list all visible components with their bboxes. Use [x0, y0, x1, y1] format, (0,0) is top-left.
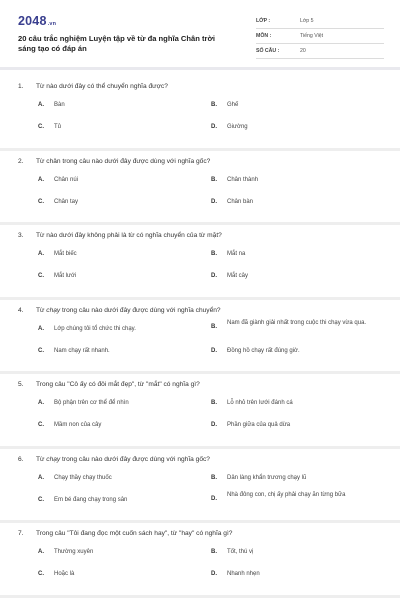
site-logo[interactable] [18, 14, 56, 28]
option-d[interactable] [211, 421, 387, 430]
option-c[interactable] [38, 496, 214, 505]
option-text: Mắt cây [227, 273, 249, 279]
option-letter: D. [211, 422, 217, 428]
option-text: Mắt lưới [54, 273, 77, 279]
option-text: Tủ [54, 124, 62, 130]
option-b[interactable] [211, 176, 387, 185]
option-letter: A. [38, 251, 44, 257]
option-a[interactable] [38, 474, 214, 483]
option-text: Ghế [227, 102, 239, 108]
option-letter: C. [38, 422, 44, 428]
question-text-part: Từ chân trong câu nào dưới đây được dùng với nghĩa gốc? [36, 157, 211, 165]
question-1 [18, 76, 384, 151]
option-letter: B. [211, 323, 217, 330]
option-text: Chân tay [54, 198, 79, 205]
option-letter: A. [38, 325, 44, 332]
option-d[interactable] [211, 198, 387, 207]
option-letter: C. [38, 124, 44, 130]
meta-row-subject [256, 31, 384, 44]
option-d[interactable] [211, 347, 387, 356]
question-5 [18, 374, 384, 449]
question-text-part: trong câu nào dưới đây được dùng với nghĩa chuyển? [60, 306, 221, 314]
question-number: 4. [18, 306, 24, 314]
question-text-part: Trong câu "Tôi đang đọc một cuốn sách hay", từ "hay" có nghĩa gì? [36, 530, 233, 537]
option-text: Nhà đông con, chị ấy phải chạy ăn từng bữa [227, 491, 346, 498]
option-c[interactable] [38, 272, 214, 281]
option-letter: D. [211, 124, 217, 130]
meta-key: LỚP : [256, 18, 271, 24]
option-text: Chạy thầy chạy thuốc [54, 474, 112, 481]
question-text-emphasis: chạy [46, 455, 61, 463]
meta-key: MÔN : [256, 33, 272, 39]
meta-value: Lớp 5 [300, 18, 314, 24]
option-letter: B. [211, 400, 217, 406]
option-d[interactable] [211, 491, 387, 500]
meta-info [256, 16, 384, 61]
option-text: Tốt, thú vị [227, 549, 254, 555]
option-text: Lỗ nhỏ trên lưới đánh cá [227, 400, 293, 406]
question-number: 1. [18, 83, 24, 90]
question-3 [18, 225, 384, 300]
option-a[interactable] [38, 325, 214, 334]
question-text-part: trong câu nào dưới đây được dùng với nghĩa gốc? [60, 455, 210, 463]
question-4 [18, 300, 384, 375]
option-text: Giường [227, 124, 248, 130]
option-letter: B. [211, 102, 217, 108]
question-text-emphasis: chạy [46, 306, 61, 314]
question-text-part: Từ nào dưới đây không phải là từ có nghĩa chuyển của từ mặt? [36, 232, 222, 239]
option-letter: A. [38, 176, 44, 183]
option-text: Chân thành [227, 176, 259, 183]
option-letter: D. [211, 347, 217, 354]
logo-main: 2048 [18, 14, 47, 28]
option-c[interactable] [38, 570, 214, 579]
option-text: Nhanh nhẹn [227, 571, 260, 577]
option-c[interactable] [38, 123, 214, 132]
question-number: 2. [18, 157, 24, 165]
option-text: Lớp chúng tôi tổ chức thi chạy. [54, 325, 136, 332]
option-letter: C. [38, 571, 44, 577]
question-number: 5. [18, 381, 24, 388]
option-text: Thường xuyên [54, 549, 94, 555]
option-text: Mầm non của cây [54, 422, 102, 428]
option-text: Hoặc là [54, 571, 75, 577]
option-text: Dân làng khẩn trương chạy lũ [227, 474, 307, 481]
question-text-part: Từ nào dưới đây có thể chuyển nghĩa được? [36, 83, 168, 90]
question-text [18, 381, 384, 388]
option-letter: B. [211, 549, 217, 555]
option-letter: A. [38, 102, 44, 108]
question-7 [18, 523, 384, 598]
option-text: Mắt na [227, 251, 246, 257]
option-d[interactable] [211, 272, 387, 281]
option-text: Phần giữa của quả dừa [227, 422, 291, 428]
option-d[interactable] [211, 123, 387, 132]
option-b[interactable] [211, 548, 387, 557]
page-title: 20 câu trắc nghiệm Luyện tập về từ đa nghĩa Chân trời sáng tạo có đáp án [18, 34, 215, 54]
option-b[interactable] [211, 399, 387, 408]
option-text: Đồng hồ chạy rất đúng giờ. [227, 347, 300, 354]
option-letter: D. [211, 495, 217, 502]
question-2 [18, 151, 384, 226]
question-number: 7. [18, 530, 24, 537]
option-text: Nam đã giành giải nhất trong cuộc thi chạy vừa qua. [227, 319, 367, 326]
option-c[interactable] [38, 198, 214, 207]
option-text: Em bé đang chạy trong sân [54, 496, 128, 503]
meta-key: SỐ CÂU : [256, 48, 280, 54]
option-letter: D. [211, 198, 217, 205]
option-text: Nam chạy rất nhanh. [54, 347, 110, 354]
option-c[interactable] [38, 421, 214, 430]
option-c[interactable] [38, 347, 214, 356]
logo-sub: .vn [47, 21, 57, 27]
question-number: 6. [18, 455, 24, 463]
option-b[interactable] [211, 101, 387, 110]
question-text [18, 83, 384, 90]
option-d[interactable] [211, 570, 387, 579]
option-a[interactable] [38, 101, 214, 110]
meta-row-count [256, 46, 384, 59]
question-number: 3. [18, 232, 24, 239]
option-letter: D. [211, 571, 217, 577]
option-text: Mắt biếc [54, 251, 77, 257]
option-b[interactable] [211, 474, 387, 483]
option-b[interactable] [211, 319, 387, 328]
option-letter: C. [38, 273, 44, 279]
question-6 [18, 449, 384, 524]
option-b[interactable] [211, 250, 387, 259]
question-text [18, 456, 384, 463]
question-text [18, 307, 384, 314]
question-list [18, 76, 384, 598]
question-text-part: Trong câu "Cô ấy có đôi mắt đẹp", từ "mắt" có nghĩa gì? [36, 381, 200, 388]
option-text: Chân bàn [227, 198, 254, 205]
option-letter: A. [38, 400, 44, 406]
option-text: Chân núi [54, 176, 79, 183]
meta-value: 20 [300, 48, 306, 54]
meta-value: Tiếng Việt [300, 33, 324, 39]
question-text [18, 232, 384, 239]
meta-row-grade [256, 16, 384, 29]
option-letter: D. [211, 273, 217, 279]
option-letter: B. [211, 176, 217, 183]
option-letter: B. [211, 251, 217, 257]
option-letter: C. [38, 198, 44, 205]
option-a[interactable] [38, 176, 214, 185]
question-text-part: Từ [36, 306, 47, 314]
option-letter: A. [38, 549, 44, 555]
option-letter: B. [211, 474, 217, 481]
option-a[interactable] [38, 548, 214, 557]
option-a[interactable] [38, 250, 214, 259]
question-text [18, 530, 384, 537]
option-letter: C. [38, 347, 44, 354]
option-a[interactable] [38, 399, 214, 408]
question-text-part: Từ [36, 455, 47, 463]
option-letter: C. [38, 496, 44, 503]
option-text: Bộ phận trên cơ thể để nhìn [54, 400, 129, 406]
option-text: Bàn [54, 102, 65, 108]
option-letter: A. [38, 474, 44, 481]
header-divider [0, 67, 400, 70]
question-text [18, 158, 384, 165]
